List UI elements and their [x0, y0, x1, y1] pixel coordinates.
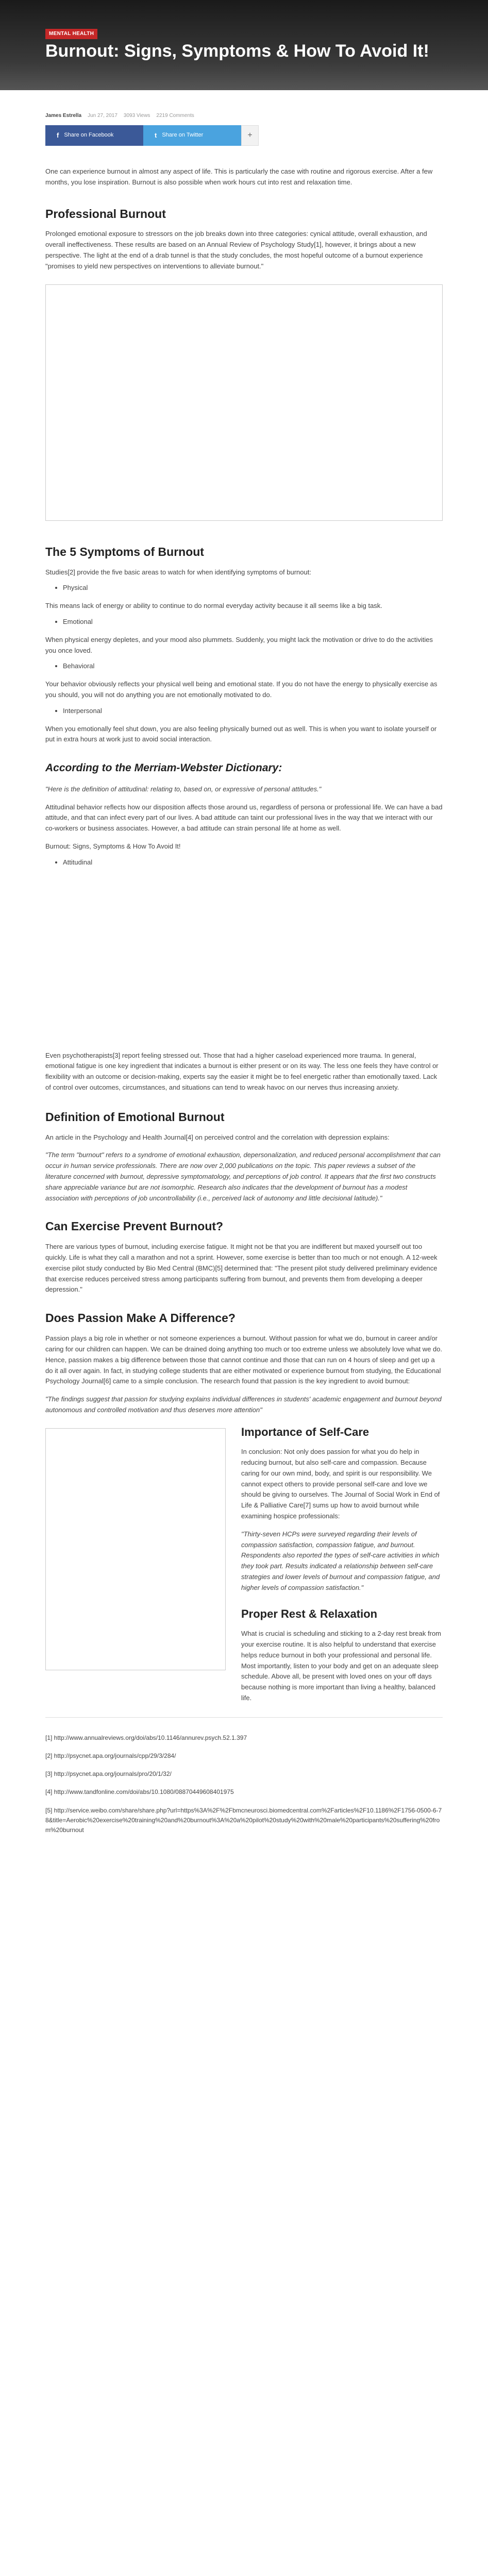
selfcare-image-column [45, 1425, 226, 1704]
symptom-interpersonal-text: When you emotionally feel shut down, you are also feeling physically burned out as well. This is when you want to isolate yourself or put in extra hours at work just to avoid social interaction. [45, 724, 437, 743]
selfcare-section [45, 1425, 443, 1704]
symptom-emotional-text: When physical energy depletes, and your mood also plummets. Suddenly, you might lack the motivation or drive to do the activities you once loved. [45, 635, 433, 654]
section-heading-exercise: Can Exercise Prevent Burnout? [45, 1219, 224, 1233]
selfcare-quote: "Thirty-seven HCPs were surveyed regarding their levels of compassion satisfaction, compassion fatigue, and burnout. Respondents also reported the types of self-care activities in which they took part. Results indicated a relationship between self-care strategies and lower levels of burnout and compassion fatigue, and higher levels of compassion satisfaction." [241, 1530, 440, 1591]
view-count: 3093 Views [123, 113, 150, 118]
selfcare-text-column [241, 1425, 443, 1704]
section-heading-symptoms: The 5 Symptoms of Burnout [45, 545, 204, 558]
article-image-1 [45, 284, 443, 521]
facebook-icon: f [57, 131, 59, 139]
selfcare-paragraph: In conclusion: Not only does passion for what you do help in reducing burnout, but also self-care and compassion. Because caring for our own mind, body, and spirit is our responsibility. We cannot expect others to provide personal self-care and love we should be giving to ourselves. The Journal of Social Work in End of Life & Palliative Care[7] sums up how to avoid burnout while examining hospice professionals: [241, 1448, 440, 1520]
page-bottom-spacer [45, 1835, 443, 2082]
symptom-physical-text: This means lack of energy or ability to continue to do normal everyday activity because it all seems like a big task. [45, 602, 382, 610]
symptom-behavioral: • Behavioral [63, 661, 443, 672]
twitter-icon: t [155, 131, 157, 139]
psychotherapists-paragraph: Even psychotherapists[3] report feeling stressed out. Those that had a higher caseload experienced more trauma. In general, emotional fatigue is one key ingredient that indicates a burnout is either present or on its way. The less one feels they have control or flexibility with an outcome or decision-making, experts say the easier it might be to feel energetic rather than emotionally taxed. Lack of control over outcomes, circumstances, and situations can tend to wreak havoc on our nerves thus increasing anxiety. [45, 1051, 439, 1091]
share-bar [45, 125, 443, 146]
section-heading-passion: Does Passion Make A Difference? [45, 1311, 235, 1325]
share-facebook-label: Share on Facebook [64, 132, 114, 139]
attitudinal-paragraph: Attitudinal behavior reflects how our disposition affects those around us, regardless of persona or professional life. We can have a bad attitude, and that can infect every part of our lives. A bad attitude can taint our professional lives in the way that we interact with our co-workers or business associates. However, a bad attitude can strain personal life at home as well. [45, 803, 443, 833]
section-heading-merriam: According to the Merriam-Webster Dictionary: [45, 762, 282, 774]
intro-paragraph: One can experience burnout in almost any aspect of life. This is particularly the case with routine and rigorous exercise. After a few months, you lose inspiration. Burnout is also possible when work hours cut into rest and relaxation time. [45, 167, 433, 186]
section-heading-selfcare: Importance of Self-Care [241, 1425, 369, 1438]
share-twitter-label: Share on Twitter [162, 132, 204, 139]
passion-paragraph: Passion plays a big role in whether or not someone experiences a burnout. Without passion for what we do, burnout in career and/or caring for our children can happen. We can be drained doing anything too much or too extreme unless we absolutely love what we do. Hence, passion makes a big difference between those that cannot continue and those that can run on 4 hours of sleep and get up a do it all over again. In fact, in studying college students that are either motivated or experience burnout from studying, the Educational Psychology Journal[6] came to a simple conclusion. The research found that passion is the key ingredient to avoid burnout: [45, 1334, 443, 1385]
reference-item-1[interactable]: [1] http://www.annualreviews.org/doi/abs/10.1146/annurev.psych.52.1.397 [45, 1734, 247, 1741]
exercise-paragraph: There are various types of burnout, including exercise fatigue. It might not be that you are indifferent but maxed yourself out too quickly. Life is what they call a marathon and not a sprint. However, some exercise is better than too much or not enough. A 12-week exercise pilot study conducted by Bio Med Central (BMC)[5] determined that: "The present pilot study delivered preliminary evidence that exercise reduces perceived stress among participants suffering from burnout, and prevents them from developing a deeper depression." [45, 1243, 437, 1294]
hero-banner [0, 0, 488, 90]
category-badge[interactable]: MENTAL HEALTH [45, 29, 97, 39]
comment-count[interactable]: 2219 Comments [156, 113, 194, 118]
emotional-def-paragraph: An article in the Psychology and Health Journal[4] on perceived control and the correlation with depression explains: [45, 1133, 390, 1141]
symptom-emotional: • Emotional [63, 617, 443, 628]
symptom-list-behavioral [63, 661, 443, 672]
article-body [0, 166, 488, 2082]
image-caption: Burnout: Signs, Symptoms & How To Avoid It! [45, 842, 181, 850]
professional-paragraph: Prolonged emotional exposure to stressors on the job breaks down into three categories: cynical attitude, overall exhaustion, and overall ineffectiveness. These results are based on an Annual Review of Psychology Study[1], however, it brings about a new perspective. The light at the end of a drab tunnel is that the study concludes, the most hopeful outcome of a burnout experience "promises to yield new perspectives on interventions to alleviate burnout." [45, 230, 427, 270]
share-facebook-button[interactable] [45, 125, 143, 146]
rest-paragraph: What is crucial is scheduling and sticking to a 2-day rest break from your exercise routine. It is also helpful to understand that exercise helps reduce burnout in both your professional and personal life. Most importantly, listen to your body and get on an adequate sleep schedule. Above all, be present with loved ones on your off days because nothing is more important than living a healthy, balanced life. [241, 1630, 442, 1702]
symptoms-intro: Studies[2] provide the five basic areas to watch for when identifying symptoms of burnout: [45, 568, 311, 576]
share-more-button[interactable]: + [241, 125, 259, 146]
share-twitter-button[interactable] [143, 125, 241, 146]
author-name[interactable]: James Estrella [45, 113, 82, 118]
symptom-list-emotional [63, 617, 443, 628]
symptom-list-interpersonal [63, 706, 443, 717]
section-heading-professional: Professional Burnout [45, 207, 166, 221]
symptom-list-attitudinal [63, 857, 443, 868]
symptom-list-physical [63, 583, 443, 594]
publish-date: Jun 27, 2017 [88, 113, 117, 118]
emotional-def-quote: "The term "burnout" refers to a syndrome of emotional exhaustion, depersonalization, and reduced personal accomplishment that can occur in human service professionals. There are now over 2,000 publications on the topic. This paper reviews a subset of the literature concerned with burnout, depressive symptomatology, and perceptions of job control. It appears that the first two constructs share appreciable variance but are not isomorphic. Research also indicates that the development of burnout has a modest association with perceptions of job uncontrollability (i.e., perceived lack of autonomy and little decisional latitude)." [45, 1151, 441, 1202]
reference-item-2[interactable]: [2] http://psycnet.apa.org/journals/cpp/29/3/284/ [45, 1752, 176, 1760]
article-title: Burnout: Signs, Symptoms & How To Avoid It! [45, 41, 429, 61]
reference-item-3[interactable]: [3] http://psycnet.apa.org/journals/pro/20/1/32/ [45, 1770, 172, 1778]
section-heading-emotional-def: Definition of Emotional Burnout [45, 1110, 225, 1124]
symptom-interpersonal: • Interpersonal [63, 706, 443, 717]
article-meta [45, 112, 443, 120]
image-spacer [45, 868, 443, 1043]
symptom-behavioral-text: Your behavior obviously reflects your physical well being and emotional state. If you do not have the energy to physically exercise as you should, you will not do anything you are not emotionally motivated to do. [45, 680, 437, 699]
reference-item-4[interactable]: [4] http://www.tandfonline.com/doi/abs/10.1080/08870449608401975 [45, 1788, 234, 1796]
symptom-attitudinal: • Attitudinal [63, 857, 443, 868]
reference-item-5[interactable]: [5] http://service.weibo.com/share/share.php?url=https%3A%2F%2Fbmcneurosci.biomedcentral.com%2Farticles%2F10.1186%2F1756-0500-6-78&title=Aerobic%20exercise%20training%20and%20burnout%3A%20a%20pilot%20study%20with%20male%20participants%20suffering%20from%20burnout [45, 1806, 442, 1834]
article-image-2 [45, 1428, 226, 1670]
passion-quote: "The findings suggest that passion for studying explains individual differences in students' academic engagement and burnout beyond autonomous and controlled motivation and thus deserves more attention" [45, 1395, 442, 1414]
merriam-quote: "Here is the definition of attitudinal: relating to, based on, or expressive of personal attitudes." [45, 785, 322, 793]
symptom-physical: • Physical [63, 583, 443, 594]
section-heading-rest: Proper Rest & Relaxation [241, 1607, 378, 1620]
references-list [45, 1717, 443, 1835]
